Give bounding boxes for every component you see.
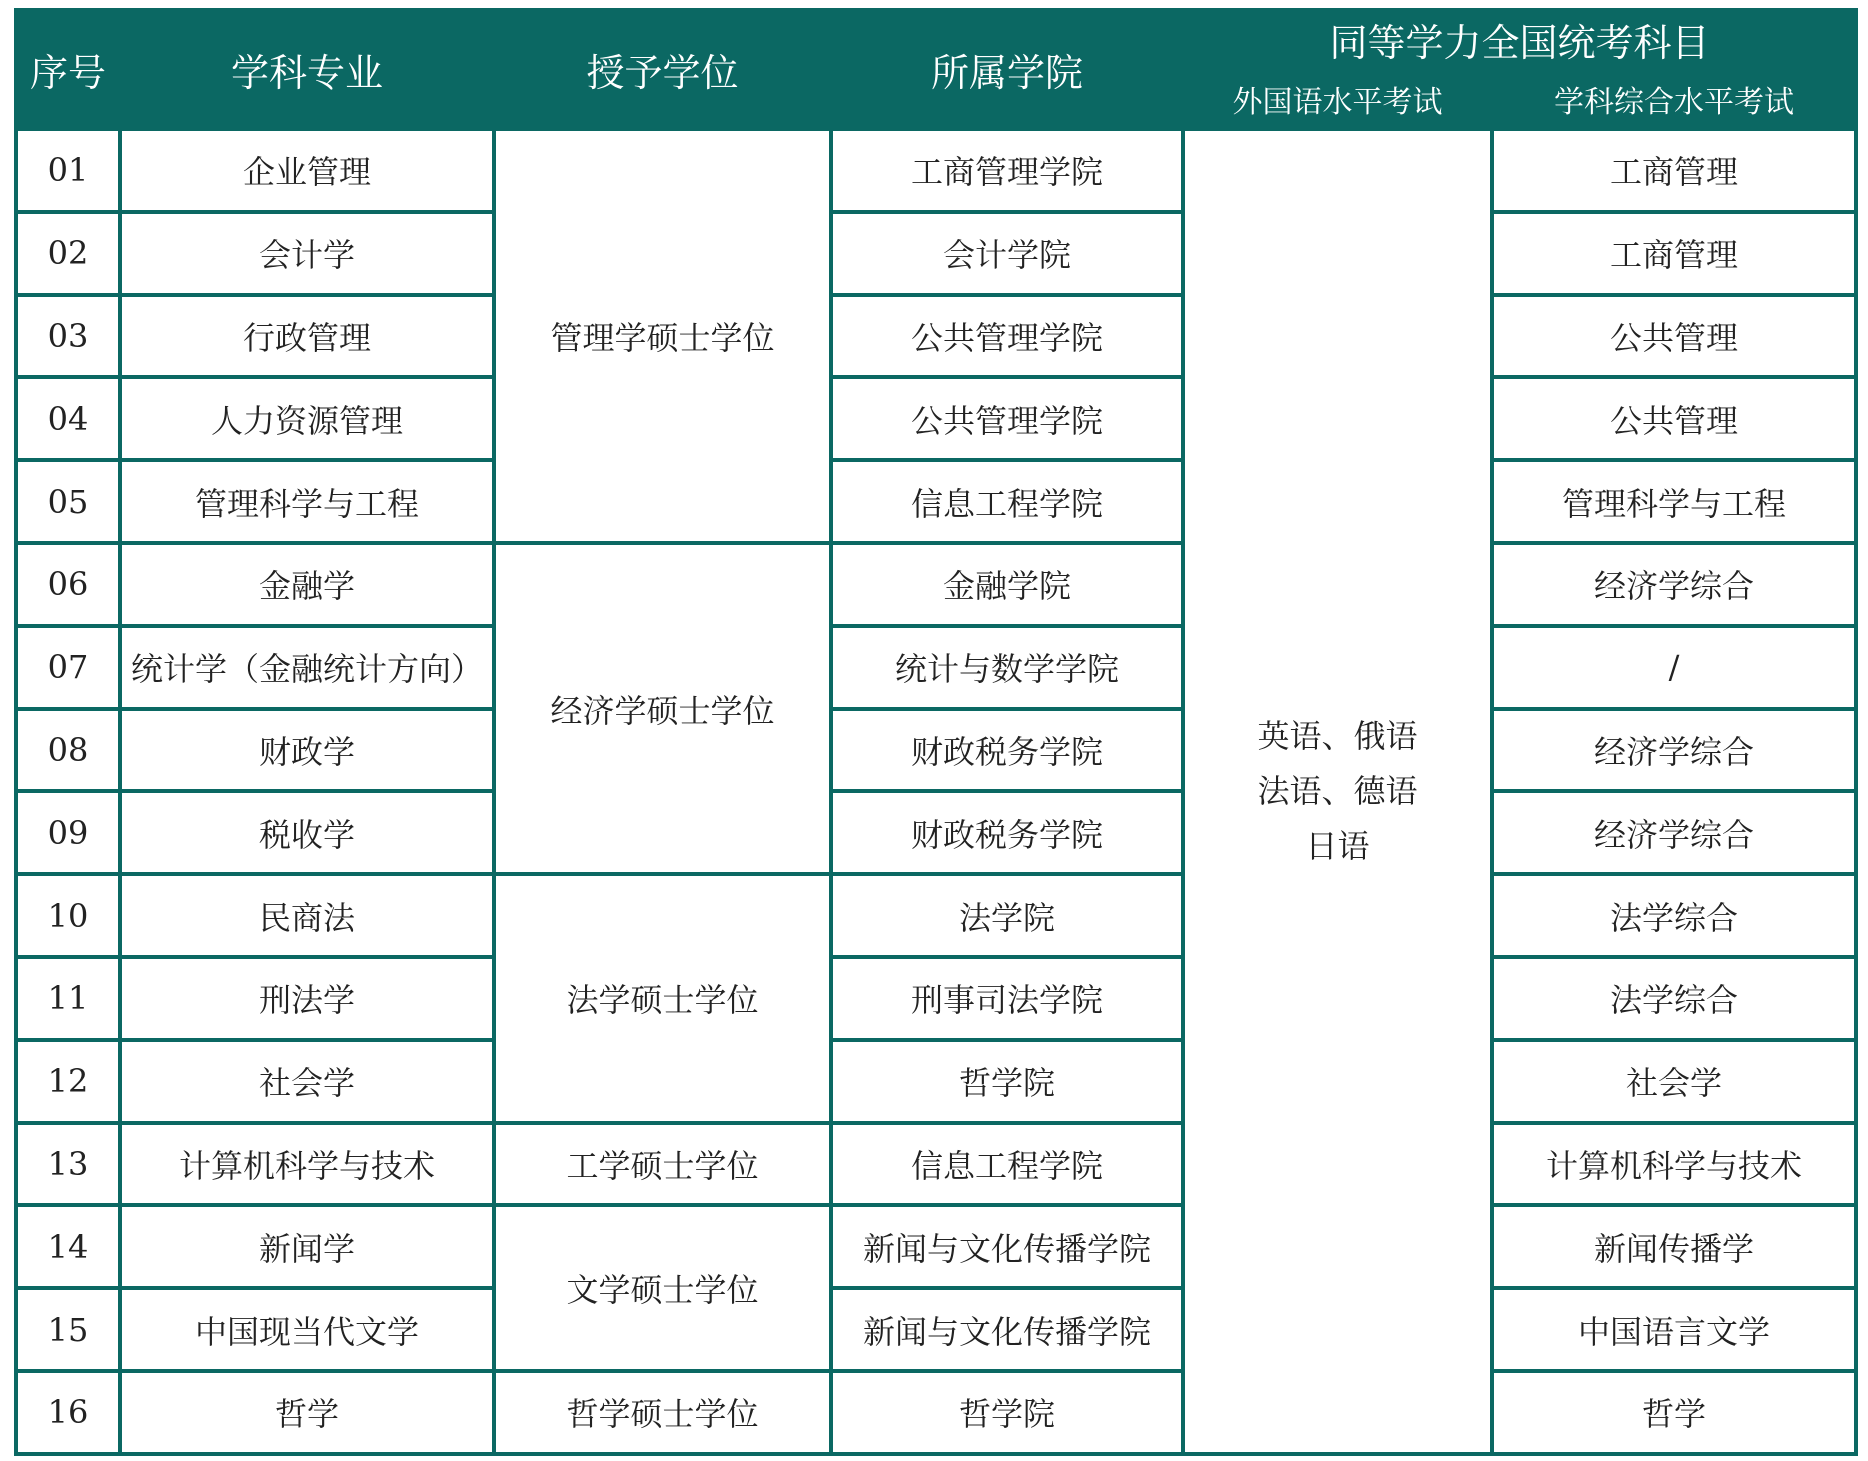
subject-exam-cell: 新闻传播学: [1492, 1205, 1856, 1288]
header-degree: 授予学位: [494, 10, 831, 129]
major-cell: 金融学: [120, 543, 494, 626]
table-row: [16, 626, 1856, 709]
header-major: 学科专业: [120, 10, 494, 129]
seq-cell: 06: [16, 543, 120, 626]
seq-cell: 14: [16, 1205, 120, 1288]
major-cell: 税收学: [120, 791, 494, 874]
table-row: [16, 957, 1856, 1040]
table-row: [16, 709, 1856, 792]
seq-cell: 11: [16, 957, 120, 1040]
subject-exam-cell: 经济学综合: [1492, 709, 1856, 792]
subject-exam-cell: 公共管理: [1492, 377, 1856, 460]
foreign-language-line-2: 法语、德语: [1257, 771, 1418, 810]
subject-exam-cell: 经济学综合: [1492, 543, 1856, 626]
table-row: [16, 543, 1856, 626]
school-cell: 哲学院: [831, 1371, 1183, 1454]
major-cell: 民商法: [120, 874, 494, 957]
school-cell: 法学院: [831, 874, 1183, 957]
major-cell: 哲学: [120, 1371, 494, 1454]
major-cell: 新闻学: [120, 1205, 494, 1288]
foreign-language-cell: [1183, 129, 1492, 1454]
seq-cell: 01: [16, 129, 120, 212]
subject-exam-cell: 工商管理: [1492, 212, 1856, 295]
subject-exam-cell: 社会学: [1492, 1040, 1856, 1123]
degree-cell: 哲学硕士学位: [494, 1371, 831, 1454]
header-foreign-exam: 外国语水平考试: [1183, 69, 1492, 129]
seq-cell: 10: [16, 874, 120, 957]
major-cell: 管理科学与工程: [120, 460, 494, 543]
degree-cell: 法学硕士学位: [494, 874, 831, 1122]
table-row: [16, 1371, 1856, 1454]
table-row: [16, 295, 1856, 378]
school-cell: 公共管理学院: [831, 295, 1183, 378]
major-cell: 社会学: [120, 1040, 494, 1123]
major-cell: 会计学: [120, 212, 494, 295]
seq-cell: 02: [16, 212, 120, 295]
seq-cell: 04: [16, 377, 120, 460]
foreign-language-line-3: 日语: [1305, 826, 1370, 865]
table-row: [16, 460, 1856, 543]
subject-exam-cell: 法学综合: [1492, 957, 1856, 1040]
table-row: [16, 1205, 1856, 1288]
table-row: [16, 1040, 1856, 1123]
school-cell: 公共管理学院: [831, 377, 1183, 460]
table-row: [16, 212, 1856, 295]
subject-exam-cell: 计算机科学与技术: [1492, 1123, 1856, 1206]
school-cell: 信息工程学院: [831, 1123, 1183, 1206]
header-subject-exam: 学科综合水平考试: [1492, 69, 1856, 129]
school-cell: 新闻与文化传播学院: [831, 1205, 1183, 1288]
seq-cell: 15: [16, 1288, 120, 1371]
seq-cell: 05: [16, 460, 120, 543]
major-cell: 统计学（金融统计方向）: [120, 626, 494, 709]
subject-exam-cell: 法学综合: [1492, 874, 1856, 957]
major-cell: 企业管理: [120, 129, 494, 212]
header-school: 所属学院: [831, 10, 1183, 129]
seq-cell: 08: [16, 709, 120, 792]
subject-exam-cell: 哲学: [1492, 1371, 1856, 1454]
subject-exam-cell: /: [1492, 626, 1856, 709]
major-cell: 行政管理: [120, 295, 494, 378]
school-cell: 金融学院: [831, 543, 1183, 626]
table-row: [16, 1123, 1856, 1206]
program-table: [14, 8, 1858, 1456]
school-cell: 财政税务学院: [831, 709, 1183, 792]
seq-cell: 07: [16, 626, 120, 709]
table-row: [16, 874, 1856, 957]
school-cell: 工商管理学院: [831, 129, 1183, 212]
degree-cell: 工学硕士学位: [494, 1123, 831, 1206]
header-seq: 序号: [16, 10, 120, 129]
school-cell: 刑事司法学院: [831, 957, 1183, 1040]
major-cell: 计算机科学与技术: [120, 1123, 494, 1206]
table-body: [16, 129, 1856, 1454]
degree-cell: 管理学硕士学位: [494, 129, 831, 543]
school-cell: 财政税务学院: [831, 791, 1183, 874]
header-exam-group: 同等学力全国统考科目: [1183, 10, 1856, 69]
degree-cell: 经济学硕士学位: [494, 543, 831, 874]
major-cell: 刑法学: [120, 957, 494, 1040]
school-cell: 信息工程学院: [831, 460, 1183, 543]
seq-cell: 13: [16, 1123, 120, 1206]
subject-exam-cell: 经济学综合: [1492, 791, 1856, 874]
school-cell: 哲学院: [831, 1040, 1183, 1123]
table-row: [16, 791, 1856, 874]
table-row: [16, 377, 1856, 460]
table-row: [16, 1288, 1856, 1371]
subject-exam-cell: 管理科学与工程: [1492, 460, 1856, 543]
seq-cell: 12: [16, 1040, 120, 1123]
major-cell: 财政学: [120, 709, 494, 792]
major-cell: 人力资源管理: [120, 377, 494, 460]
seq-cell: 09: [16, 791, 120, 874]
school-cell: 会计学院: [831, 212, 1183, 295]
subject-exam-cell: 公共管理: [1492, 295, 1856, 378]
school-cell: 新闻与文化传播学院: [831, 1288, 1183, 1371]
subject-exam-cell: 工商管理: [1492, 129, 1856, 212]
subject-exam-cell: 中国语言文学: [1492, 1288, 1856, 1371]
major-cell: 中国现当代文学: [120, 1288, 494, 1371]
degree-cell: 文学硕士学位: [494, 1205, 831, 1371]
table-row: [16, 129, 1856, 212]
school-cell: 统计与数学学院: [831, 626, 1183, 709]
seq-cell: 03: [16, 295, 120, 378]
foreign-language-line-1: 英语、俄语: [1257, 716, 1418, 755]
seq-cell: 16: [16, 1371, 120, 1454]
